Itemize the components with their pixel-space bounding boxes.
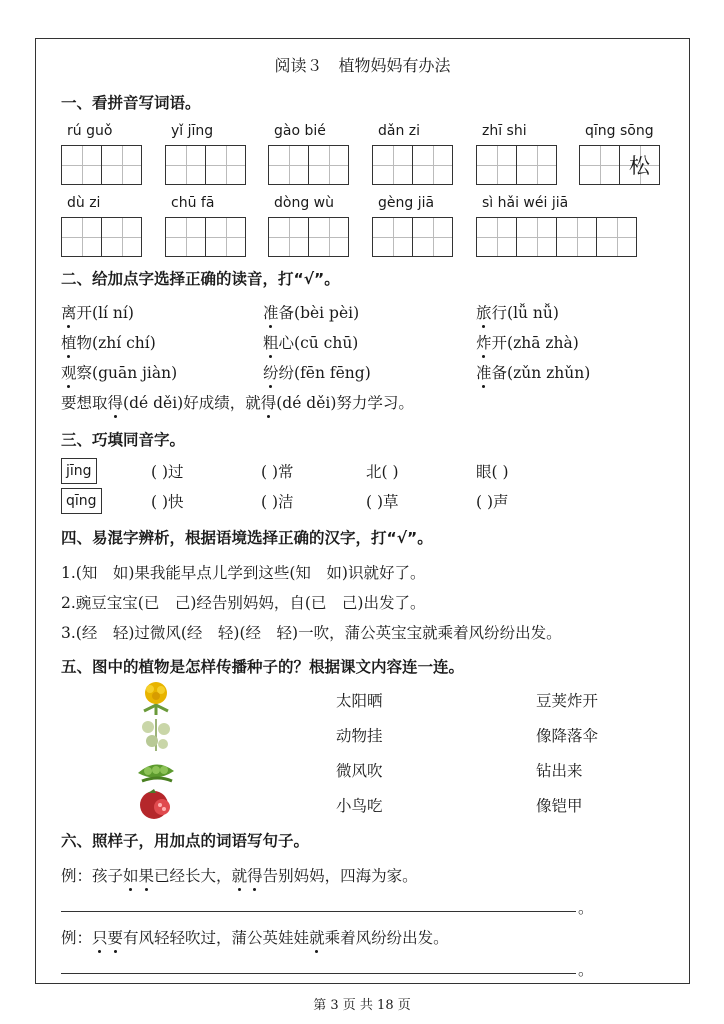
homophone-blank[interactable]: 眼( ): [476, 463, 509, 481]
method-1: 太阳晒: [336, 692, 383, 710]
tianzige-group: [61, 217, 142, 257]
example-sentence-1: [61, 864, 418, 886]
tianzige-cell[interactable]: [165, 217, 206, 257]
homophone-blank[interactable]: ( )过: [151, 463, 184, 481]
tianzige-group: [579, 145, 660, 185]
example-sentence-2: [61, 926, 449, 948]
homophone-blank[interactable]: ( )草: [366, 493, 399, 511]
reading-options: 备(bèi pèi): [278, 304, 360, 322]
burr-plant-image: [136, 717, 176, 749]
method-3: 微风吹: [336, 762, 383, 780]
tianzige-cell[interactable]: [412, 145, 453, 185]
cell-char: [62, 218, 101, 256]
tianzige-cell[interactable]: [372, 217, 413, 257]
tianzige-group: [372, 217, 453, 257]
tianzige-group: [476, 217, 637, 257]
tianzige-cell[interactable]: [476, 145, 517, 185]
cell-char: [517, 218, 556, 256]
pinyin-label: zhī shi: [482, 123, 527, 139]
dotted-char: 得: [247, 864, 263, 886]
reading-options: 纷(fēn fēng): [278, 364, 371, 382]
dotted-char: 得: [261, 391, 277, 413]
cell-char: [269, 218, 308, 256]
cell-char: [477, 218, 516, 256]
cell-char: [206, 146, 245, 184]
dotted-char: 要: [108, 926, 124, 948]
homophone-blank[interactable]: ( )洁: [261, 493, 294, 511]
reading-options: 行(lǚ nǚ): [491, 304, 559, 322]
cell-char: [373, 218, 412, 256]
tianzige-cell[interactable]: [205, 145, 246, 185]
cell-char: [413, 146, 452, 184]
homophone-blank[interactable]: ( )快: [151, 493, 184, 511]
sentence-part: 要想取: [61, 394, 108, 412]
confusable-line-1: 1.(知 如)果我能早点儿学到这些(知 如)识就好了。: [61, 564, 426, 582]
pomegranate-image: [136, 787, 176, 819]
tianzige-cell[interactable]: [61, 145, 102, 185]
pinyin-label: dǎn zi: [378, 123, 421, 139]
tianzige-cell[interactable]: [579, 145, 620, 185]
reading-choice-item: [476, 361, 590, 383]
sentence-part: (dé děi)好成绩，就: [123, 394, 261, 412]
answer-line-2[interactable]: [61, 973, 576, 974]
reading-options: 开(lí ní): [76, 304, 134, 322]
pinyin-label: chū fā: [171, 195, 215, 211]
tianzige-cell[interactable]: [516, 145, 557, 185]
sentence-part: 例：: [61, 929, 93, 947]
tianzige-cell[interactable]: [372, 145, 413, 185]
dotted-char: 准: [263, 301, 279, 323]
cell-char: [557, 218, 596, 256]
method-4: 小鸟吃: [336, 797, 383, 815]
tianzige-cell[interactable]: [268, 217, 309, 257]
result-3: 钻出来: [536, 762, 583, 780]
reading-options: 备(zǔn zhǔn): [491, 364, 591, 382]
dotted-char: 果: [139, 864, 155, 886]
cell-char: [309, 218, 348, 256]
result-1: 豆荚炸开: [536, 692, 599, 710]
pinyin-label: qīng sōng: [585, 123, 654, 139]
sentence-part: 乘着风纷纷出发。: [324, 929, 449, 947]
sentence-part: (dé děi)努力学习。: [276, 394, 414, 412]
worksheet-frame: [35, 38, 690, 984]
tianzige-cell[interactable]: [101, 145, 142, 185]
tianzige-cell[interactable]: [308, 145, 349, 185]
cell-char: [206, 218, 245, 256]
homophone-pinyin: jīng: [61, 458, 97, 484]
tianzige-group: [268, 145, 349, 185]
tianzige-cell[interactable]: [516, 217, 557, 257]
result-4: 像铠甲: [536, 797, 583, 815]
reading-options: 物(zhí chí): [76, 334, 156, 352]
reading-choice-item: [476, 331, 579, 353]
pinyin-label: rú guǒ: [67, 123, 113, 139]
dotted-char: 离: [61, 301, 77, 323]
sentence-part: 已经长大，: [154, 867, 232, 885]
tianzige-group: [372, 145, 453, 185]
cell-char: [269, 146, 308, 184]
dotted-char: 旅: [476, 301, 492, 323]
reading-options: 开(zhā zhà): [491, 334, 579, 352]
reading-options: 察(guān jiàn): [76, 364, 178, 382]
reading-options: 心(cū chū): [278, 334, 359, 352]
dotted-char: 就: [309, 926, 325, 948]
section-3-heading: 三、巧填同音字。: [61, 431, 186, 449]
section-4-heading: 四、易混字辨析，根据语境选择正确的汉字，打“√”。: [61, 529, 433, 547]
pinyin-label: yǐ jīng: [171, 123, 214, 139]
page-title: 阅读３ 植物妈妈有办法: [274, 56, 451, 75]
cell-char: [517, 146, 556, 184]
reading-choice-item: [263, 331, 358, 353]
dotted-char: 得: [108, 391, 124, 413]
confusable-line-2: 2.豌豆宝宝(已 己)经告别妈妈，自(已 己)出发了。: [61, 594, 426, 612]
dotted-char: 如: [123, 864, 139, 886]
pinyin-label: dù zi: [67, 195, 101, 211]
reading-choice-item: [61, 331, 156, 353]
reading-choice-item: [61, 301, 134, 323]
cell-char: 松: [629, 154, 650, 178]
section-6-heading: 六、照样子，用加点的词语写句子。: [61, 832, 310, 850]
cell-char: [477, 146, 516, 184]
tianzige-group: [476, 145, 557, 185]
pinyin-label: gào bié: [274, 123, 326, 139]
tianzige-cell[interactable]: [101, 217, 142, 257]
tianzige-cell[interactable]: [268, 145, 309, 185]
result-2: 像降落伞: [536, 727, 599, 745]
reading-choice-item: [476, 301, 559, 323]
tianzige-cell[interactable]: [619, 145, 660, 185]
reading-choice-sentence: [61, 391, 414, 413]
page-footer: 第 3 页 共 18 页: [313, 998, 411, 1013]
cell-char: [580, 146, 619, 184]
homophone-blank[interactable]: 北( ): [366, 463, 399, 481]
tianzige-cell[interactable]: [412, 217, 453, 257]
tianzige-group: [61, 145, 142, 185]
cell-char: [166, 146, 205, 184]
cell-char: [413, 218, 452, 256]
homophone-blank[interactable]: ( )常: [261, 463, 294, 481]
tianzige-cell[interactable]: [205, 217, 246, 257]
cell-char: [373, 146, 412, 184]
cell-char: [62, 146, 101, 184]
answer-period-1: 。: [578, 899, 594, 917]
dotted-char: 观: [61, 361, 77, 383]
sentence-part: 例：孩子: [61, 867, 124, 885]
tianzige-cell[interactable]: [61, 217, 102, 257]
tianzige-cell[interactable]: [556, 217, 597, 257]
pinyin-label: dòng wù: [274, 195, 334, 211]
tianzige-group: [165, 217, 246, 257]
sentence-part: 有风轻轻吹过，蒲公英娃娃: [123, 929, 310, 947]
tianzige-cell[interactable]: [165, 145, 206, 185]
dotted-char: 就: [232, 864, 248, 886]
dotted-char: 准: [476, 361, 492, 383]
pinyin-label: sì hǎi wéi jiā: [482, 195, 569, 211]
dandelion-image: [136, 681, 176, 713]
cell-char: [166, 218, 205, 256]
dotted-char: 只: [92, 926, 108, 948]
answer-line-1[interactable]: [61, 911, 576, 912]
cell-char: [597, 218, 636, 256]
reading-choice-item: [263, 361, 371, 383]
tianzige-cell[interactable]: [308, 217, 349, 257]
dotted-char: 炸: [476, 331, 492, 353]
dotted-char: 粗: [263, 331, 279, 353]
cell-char: [309, 146, 348, 184]
tianzige-group: [268, 217, 349, 257]
tianzige-cell[interactable]: [476, 217, 517, 257]
section-2-heading: 二、给加点字选择正确的读音，打“√”。: [61, 270, 340, 288]
homophone-pinyin: qīng: [61, 488, 102, 514]
sentence-part: 告别妈妈，四海为家。: [262, 867, 418, 885]
tianzige-cell[interactable]: [596, 217, 637, 257]
answer-period-2: 。: [578, 961, 594, 979]
pinyin-label: gèng jiā: [378, 195, 435, 211]
pea-pod-image: [136, 753, 176, 785]
cell-char: [102, 146, 141, 184]
homophone-blank[interactable]: ( )声: [476, 493, 509, 511]
tianzige-group: [165, 145, 246, 185]
reading-choice-item: [61, 361, 177, 383]
section-5-heading: 五、图中的植物是怎样传播种子的？根据课文内容连一连。: [61, 658, 465, 676]
reading-choice-item: [263, 301, 359, 323]
method-2: 动物挂: [336, 727, 383, 745]
cell-char: [102, 218, 141, 256]
dotted-char: 植: [61, 331, 77, 353]
confusable-line-3: 3.(经 轻)过微风(经 轻)(经 轻)一吹，蒲公英宝宝就乘着风纷纷出发。: [61, 624, 562, 642]
section-1-heading: 一、看拼音写词语。: [61, 94, 201, 112]
dotted-char: 纷: [263, 361, 279, 383]
